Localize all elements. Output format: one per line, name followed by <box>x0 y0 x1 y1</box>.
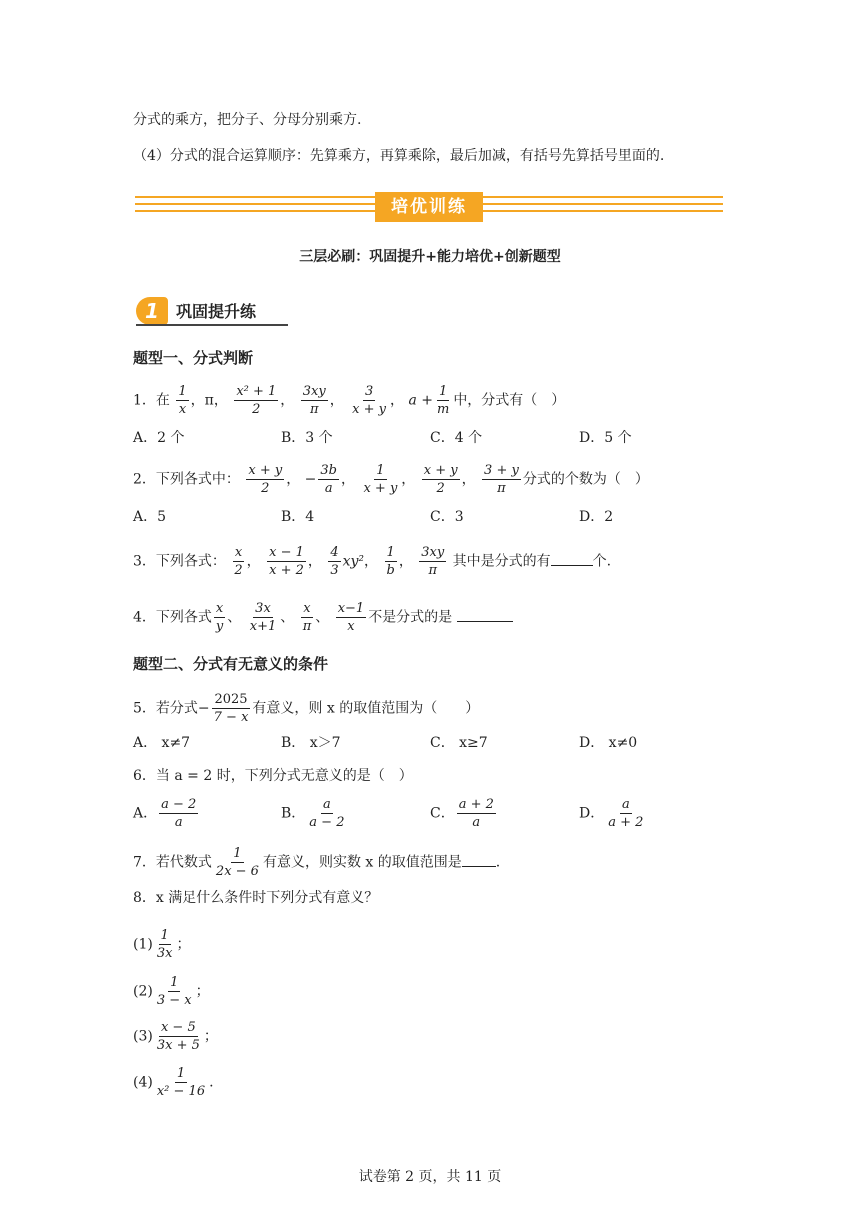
fraction <box>422 463 460 496</box>
text-segment: 3．下列各式： <box>133 553 226 570</box>
text-segment: 其中是分式的有 <box>452 553 551 570</box>
denominator: x + y <box>363 481 398 496</box>
fraction <box>267 545 306 578</box>
text-segment: 、 <box>315 609 330 626</box>
denominator: b <box>386 563 395 578</box>
answer-blank[interactable] <box>462 852 496 867</box>
fraction <box>212 692 251 725</box>
fraction <box>159 797 198 830</box>
denominator: 3 <box>330 563 339 578</box>
fraction <box>155 1020 202 1053</box>
denominator: π <box>497 481 506 496</box>
text-segment: (2) <box>133 983 153 1000</box>
denominator: x² − 16 <box>156 1084 206 1099</box>
fraction <box>246 463 284 496</box>
denominator: 3 − x <box>156 993 192 1008</box>
text-segment: ， <box>280 392 295 409</box>
text-segment: ， <box>398 553 413 570</box>
answer-blank[interactable] <box>457 607 513 622</box>
numerator: x + y <box>423 463 458 478</box>
denominator: 3x <box>156 946 173 961</box>
denominator: a <box>174 815 183 830</box>
text-segment: ， <box>341 471 355 488</box>
denominator: x <box>178 402 187 417</box>
numerator: 3 <box>364 384 374 399</box>
fraction <box>176 384 188 417</box>
q5-option-a: A． x≠7 <box>133 735 191 751</box>
q6-option-a <box>133 797 200 830</box>
denominator: x <box>347 619 355 634</box>
numerator: 1 <box>178 384 187 399</box>
fraction <box>606 797 645 830</box>
text-segment: (3) <box>133 1028 153 1045</box>
text-segment: xy² <box>342 553 365 570</box>
q8-item-3 <box>133 1020 218 1053</box>
numerator: x <box>215 601 224 616</box>
numerator: 1 <box>386 545 395 560</box>
q8-item-1 <box>133 928 190 961</box>
fraction <box>234 384 278 417</box>
question-8: 8．x 满足什么条件时下列分式有意义？ <box>133 890 379 906</box>
q5-option-c: C． x≥7 <box>430 735 488 751</box>
q1-option-c: C．4 个 <box>430 430 483 446</box>
text-segment: − <box>304 471 317 488</box>
text-segment: ， <box>461 471 476 488</box>
q1-option-a: A．2 个 <box>133 430 185 446</box>
numerator: a + 2 <box>458 797 494 812</box>
question-7 <box>133 846 500 879</box>
text-segment: 有意义，则 x 的取值范围为（ ） <box>252 700 480 717</box>
text-segment: 4．下列各式 <box>133 609 212 626</box>
question-2 <box>133 463 649 496</box>
denominator: a + 2 <box>608 815 644 830</box>
fraction <box>419 545 446 578</box>
fraction <box>232 545 244 578</box>
text-segment: ， <box>390 392 404 409</box>
denominator: a − 2 <box>309 815 345 830</box>
denominator: 2 <box>252 402 261 417</box>
numerator: x + y <box>248 463 283 478</box>
q2-option-a: A．5 <box>133 509 167 525</box>
fraction <box>328 545 340 578</box>
banner-title: 培优训练 <box>375 192 483 222</box>
fraction <box>155 1066 207 1099</box>
numerator: 1 <box>176 1066 186 1081</box>
fraction <box>301 384 328 417</box>
denominator: x + 2 <box>269 563 304 578</box>
fraction <box>435 384 451 417</box>
fraction <box>457 797 496 830</box>
fraction <box>301 601 314 634</box>
text-segment: . <box>495 854 501 871</box>
numerator: 3b <box>320 463 337 478</box>
denominator: a <box>472 815 481 830</box>
section-title: 巩固提升练 <box>176 302 257 321</box>
denominator: π <box>309 402 319 417</box>
text-segment: ， <box>401 471 416 488</box>
fraction <box>155 928 175 961</box>
text-segment: 7．若代数式 <box>133 854 212 871</box>
numerator: x − 1 <box>269 545 304 560</box>
page-footer: 试卷第 2 页，共 11 页 <box>358 1169 502 1185</box>
denominator: 2x − 6 <box>215 864 259 879</box>
text-segment: ； <box>203 1028 218 1045</box>
numerator: 1 <box>170 975 179 990</box>
text-segment: ，π， <box>190 392 228 409</box>
numerator: 3x <box>255 601 271 616</box>
denominator: x + y <box>352 402 386 417</box>
fraction <box>350 384 388 417</box>
fraction <box>482 463 521 496</box>
numerator: 1 <box>233 846 242 861</box>
numerator: 3xy <box>302 384 326 399</box>
text-segment: ； <box>195 983 210 1000</box>
denominator: 2 <box>436 481 445 496</box>
q2-option-b: B．4 <box>281 509 315 525</box>
text-segment: 、 <box>280 609 295 626</box>
denominator: a <box>324 481 333 496</box>
text-segment: 不是分式的是 <box>368 609 453 626</box>
text-segment: ， <box>246 553 261 570</box>
text-segment: 个. <box>592 553 612 570</box>
numerator: a <box>323 797 331 812</box>
fraction <box>336 601 367 634</box>
q6-option-c <box>430 797 498 830</box>
text-segment: 分式的个数为（ ） <box>522 471 649 488</box>
section-underline <box>136 324 288 326</box>
numerator: x − 5 <box>160 1020 196 1035</box>
q1-option-b: B．3 个 <box>281 430 333 446</box>
text-segment: ， <box>329 392 344 409</box>
numerator: 4 <box>330 545 339 560</box>
text-segment: A． <box>133 805 158 822</box>
question-4 <box>133 601 513 634</box>
text-segment: (1) <box>133 936 153 953</box>
numerator: 3xy <box>421 545 445 560</box>
q8-item-4 <box>133 1066 214 1099</box>
text-segment: 1．在 <box>133 392 170 409</box>
fraction <box>214 601 225 634</box>
denominator: 7 − x <box>213 710 249 725</box>
denominator: 2 <box>234 563 243 578</box>
text-segment: ； <box>176 936 191 953</box>
numerator: 3 + y <box>484 463 519 478</box>
numerator: 2025 <box>214 692 248 707</box>
numerator: x² + 1 <box>236 384 277 399</box>
numerator: x <box>303 601 311 616</box>
text-segment: 有意义，则实数 x 的取值范围是 <box>262 854 462 871</box>
text-segment: C． <box>430 805 455 822</box>
numerator: x <box>234 545 243 560</box>
text-segment: D． <box>579 805 605 822</box>
type2-heading: 题型二、分式有无意义的条件 <box>133 655 329 673</box>
text-segment: B． <box>281 805 306 822</box>
q5-option-d: D． x≠0 <box>579 735 638 751</box>
intro-line-2: （4）分式的混合运算顺序：先算乘方，再算乘除，最后加减，有括号先算括号里面的. <box>133 148 665 164</box>
numerator: a − 2 <box>161 797 197 812</box>
text-segment: a + <box>408 392 433 409</box>
fraction <box>155 975 194 1008</box>
banner-subtitle: 三层必刷：巩固提升+能力培优+创新题型 <box>299 249 561 265</box>
numerator: 1 <box>160 928 169 943</box>
q5-option-b: B． x＞7 <box>281 735 341 751</box>
numerator: a <box>621 797 630 812</box>
q1-option-d: D．5 个 <box>579 430 632 446</box>
fraction <box>318 463 339 496</box>
denominator: π <box>428 563 438 578</box>
q6-option-b <box>281 797 348 830</box>
question-6: 6．当 a = 2 时，下列分式无意义的是（ ） <box>133 768 413 784</box>
question-1 <box>133 384 565 417</box>
q2-option-c: C．3 <box>430 509 464 525</box>
q6-option-d <box>579 797 647 830</box>
denominator: m <box>436 402 450 417</box>
numerator: 1 <box>439 384 448 399</box>
fraction <box>384 545 396 578</box>
fraction <box>361 463 399 496</box>
text-segment: 、 <box>227 609 242 626</box>
numerator: x−1 <box>337 601 365 616</box>
denominator: x+1 <box>249 619 277 634</box>
text-segment: 中，分式有（ ） <box>453 392 566 409</box>
fraction <box>214 846 261 879</box>
numerator: 1 <box>376 463 385 478</box>
text-segment: ， <box>307 553 322 570</box>
denominator: 3x + 5 <box>156 1038 200 1053</box>
intro-line-1: 分式的乘方，把分子、分母分别乘方. <box>133 112 362 128</box>
fraction <box>307 797 346 830</box>
q2-option-d: D．2 <box>579 509 614 525</box>
text-segment: (4) <box>133 1074 153 1091</box>
fraction <box>248 601 279 634</box>
text-segment: ， <box>364 553 379 570</box>
text-segment: 5．若分式− <box>133 700 210 717</box>
denominator: y <box>215 619 224 634</box>
question-5 <box>133 692 479 725</box>
question-3 <box>133 545 611 578</box>
text-segment: . <box>209 1074 214 1091</box>
text-segment: 2．下列各式中： <box>133 471 240 488</box>
q8-item-2 <box>133 975 210 1008</box>
answer-blank[interactable] <box>551 551 593 566</box>
denominator: π <box>302 619 312 634</box>
section-number-badge: 1 <box>136 297 168 325</box>
denominator: 2 <box>261 481 270 496</box>
type1-heading: 题型一、分式判断 <box>133 349 254 367</box>
text-segment: ， <box>286 471 301 488</box>
